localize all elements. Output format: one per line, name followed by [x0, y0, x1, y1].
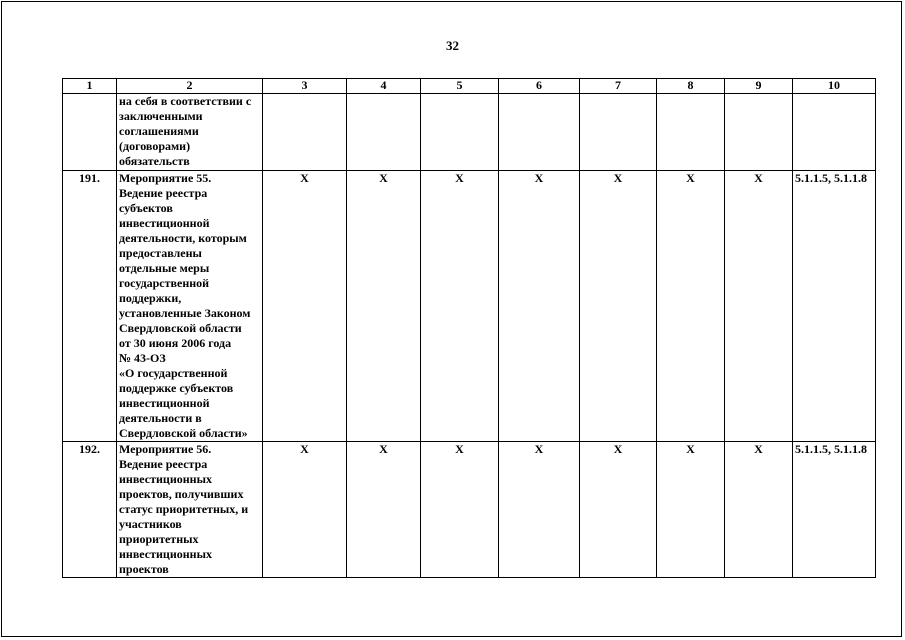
- col-header-2: 2: [117, 79, 263, 94]
- row-mark: Х: [657, 171, 725, 442]
- row-description: Мероприятие 55. Ведение реестра субъектов инвестиционной деятельности, которым предоставлены отдельные меры государственной поддержки, установленные Законом Свердловской области от 30 июня 2006 года № 43-ОЗ «О государственной поддержке субъектов инвестиционной деятельности в Свердловской области»: [117, 171, 263, 442]
- col-header-3: 3: [263, 79, 347, 94]
- row-mark: [421, 94, 499, 171]
- page-number: 32: [446, 38, 459, 53]
- row-mark: Х: [347, 442, 421, 578]
- col-header-4: 4: [347, 79, 421, 94]
- row-mark: Х: [580, 171, 657, 442]
- row-mark: [725, 94, 793, 171]
- col-header-5: 5: [421, 79, 499, 94]
- row-number: 192.: [63, 442, 117, 578]
- row-description: на себя в соответствии с заключенными соглашениями (договорами) обязательств: [117, 94, 263, 171]
- col-header-7: 7: [580, 79, 657, 94]
- row-mark: Х: [725, 171, 793, 442]
- row-mark: Х: [657, 442, 725, 578]
- table-row: [63, 442, 876, 578]
- row-mark: Х: [580, 442, 657, 578]
- row-mark: [347, 94, 421, 171]
- row-mark: Х: [263, 171, 347, 442]
- col-header-9: 9: [725, 79, 793, 94]
- row-mark: Х: [499, 442, 580, 578]
- col-header-6: 6: [499, 79, 580, 94]
- col-header-8: 8: [657, 79, 725, 94]
- row-mark: [580, 94, 657, 171]
- row-number: [63, 94, 117, 171]
- row-reference: 5.1.1.5, 5.1.1.8: [793, 171, 876, 442]
- row-number: 191.: [63, 171, 117, 442]
- row-mark: [263, 94, 347, 171]
- row-mark: Х: [421, 442, 499, 578]
- row-mark: [657, 94, 725, 171]
- table-header-row: [63, 79, 876, 94]
- row-mark: [499, 94, 580, 171]
- table-row: [63, 94, 876, 171]
- row-mark: Х: [263, 442, 347, 578]
- row-mark: Х: [725, 442, 793, 578]
- row-description: Мероприятие 56. Ведение реестра инвестиционных проектов, получивших статус приоритетных, и участников приоритетных инвестиционных проектов: [117, 442, 263, 578]
- table-row: [63, 171, 876, 442]
- row-mark: Х: [421, 171, 499, 442]
- data-table: [62, 78, 876, 578]
- row-mark: Х: [499, 171, 580, 442]
- row-reference: [793, 94, 876, 171]
- row-reference: 5.1.1.5, 5.1.1.8: [793, 442, 876, 578]
- col-header-1: 1: [63, 79, 117, 94]
- col-header-10: 10: [793, 79, 876, 94]
- row-mark: Х: [347, 171, 421, 442]
